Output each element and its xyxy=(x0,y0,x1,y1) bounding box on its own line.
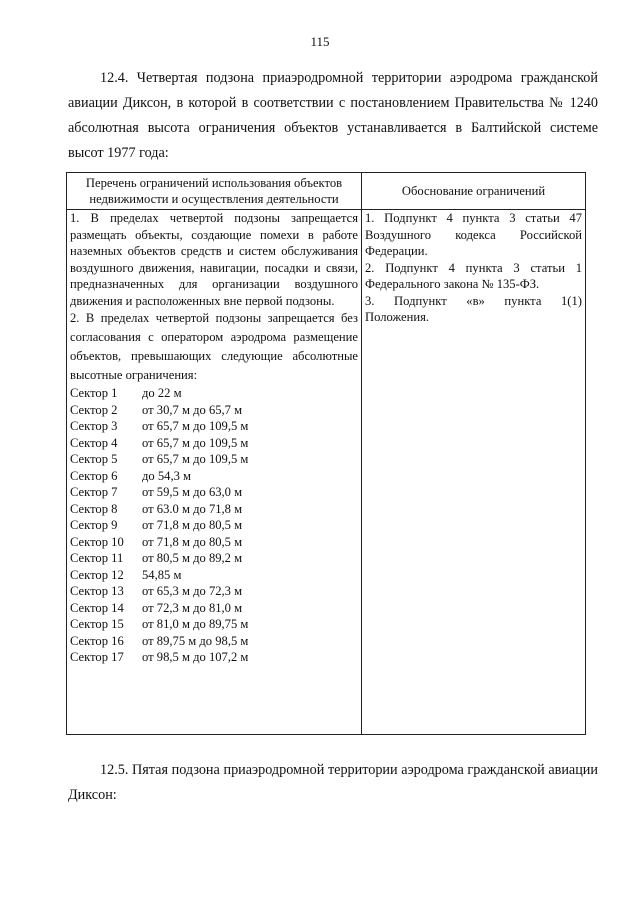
paragraph-12-4 xyxy=(68,66,598,166)
sector-row xyxy=(70,633,358,650)
sector-height-range: от 98,5 м до 107,2 м xyxy=(142,650,249,664)
sector-name: Сектор 2 xyxy=(70,402,118,417)
sector-row xyxy=(70,385,358,402)
sector-height-range: от 65,7 м до 109,5 м xyxy=(142,452,249,466)
table-row xyxy=(67,210,586,735)
paragraph-12-5 xyxy=(68,758,598,808)
sector-height-range: от 80,5 м до 89,2 м xyxy=(142,551,243,565)
sector-row xyxy=(70,501,358,518)
sector-height-range: от 71,8 м до 80,5 м xyxy=(142,518,243,532)
sector-name: Сектор 4 xyxy=(70,435,118,450)
restrictions-cell xyxy=(67,210,362,735)
paragraph-12-4-text: 12.4. Четвертая подзона приаэродромной территории аэродрома гражданской авиации Диксон, в которой в соответствии с постановлением Правительства № 1240 абсолютная высота ограничения объектов устанавливается в Балтийской системе высот 1977 года: xyxy=(68,70,598,161)
sector-height-range: от 89,75 м до 98,5 м xyxy=(142,633,249,648)
sector-row xyxy=(70,402,358,419)
restriction-item-1: 1. В пределах четвертой подзоны запрещается размещать объекты, создающие помехи в работе наземных объектов средств и систем обслуживания воздушного движения, навигации, посадки и связи, предназначенных для организации воздушного движения и расположенных вне первой подзоны. xyxy=(70,211,358,308)
sector-name: Сектор 17 xyxy=(70,650,124,664)
basis-item-1: 1. Подпункт 4 пункта 3 статьи 47 Воздушного кодекса Российской Федерации. xyxy=(365,211,582,258)
sector-height-range: от 72,3 м до 81,0 м xyxy=(142,600,243,615)
sector-name: Сектор 12 xyxy=(70,567,124,582)
basis-item-2: 2. Подпункт 4 пункта 3 статьи 1 Федерального закона № 135-ФЗ. xyxy=(365,260,582,291)
sector-name: Сектор 5 xyxy=(70,452,118,466)
sector-name: Сектор 14 xyxy=(70,600,124,615)
sector-name: Сектор 3 xyxy=(70,419,118,433)
sector-row xyxy=(70,583,358,600)
sector-height-range: от 59,5 м до 63,0 м xyxy=(142,485,243,499)
sector-row xyxy=(70,517,358,534)
sector-height-range: от 65,7 м до 109,5 м xyxy=(142,419,249,433)
sector-row xyxy=(70,451,358,468)
sector-height-range: до 22 м xyxy=(142,386,182,400)
restriction-item-2: 2. В пределах четвертой подзоны запрещается без согласования с оператором аэродрома размещение объектов, превышающих следующие абсолютные высотные ограничения: xyxy=(70,311,358,382)
sector-name: Сектор 16 xyxy=(70,633,124,648)
sector-name: Сектор 11 xyxy=(70,551,124,565)
sector-name: Сектор 8 xyxy=(70,501,118,516)
basis-item-3: 3. Подпункт «в» пункта 1(1) Положения. xyxy=(365,293,582,324)
sector-height-range: 54,85 м xyxy=(142,567,182,582)
sector-height-range: от 63.0 м до 71,8 м xyxy=(142,501,243,516)
sector-height-range: от 65,3 м до 72,3 м xyxy=(142,584,243,598)
header-justification: Обоснование ограничений xyxy=(362,173,586,210)
restrictions-table xyxy=(66,172,586,735)
sector-row xyxy=(70,600,358,617)
sector-name: Сектор 13 xyxy=(70,584,124,598)
sector-row xyxy=(70,468,358,485)
paragraph-12-5-text: 12.5. Пятая подзона приаэродромной территории аэродрома гражданской авиации Диксон: xyxy=(68,762,598,803)
sector-row xyxy=(70,484,358,501)
sector-name: Сектор 15 xyxy=(70,617,124,631)
sector-height-range: до 54,3 м xyxy=(142,468,192,483)
header-restrictions-list: Перечень ограничений использования объектов недвижимости и осуществления деятельности xyxy=(67,173,362,210)
sector-height-range: от 81,0 м до 89,75 м xyxy=(142,617,249,631)
sector-name: Сектор 9 xyxy=(70,518,118,532)
sector-row xyxy=(70,567,358,584)
sector-height-range: от 65,7 м до 109,5 м xyxy=(142,435,249,450)
sector-row xyxy=(70,435,358,452)
sector-row xyxy=(70,418,358,435)
justification-cell xyxy=(362,210,586,735)
sector-list xyxy=(70,385,358,666)
sector-name: Сектор 1 xyxy=(70,386,118,400)
sector-height-range: от 71,8 м до 80,5 м xyxy=(142,534,243,549)
sector-name: Сектор 10 xyxy=(70,534,124,549)
sector-name: Сектор 7 xyxy=(70,485,118,499)
sector-row xyxy=(70,649,358,666)
sector-row xyxy=(70,534,358,551)
sector-row xyxy=(70,550,358,567)
sector-height-range: от 30,7 м до 65,7 м xyxy=(142,402,243,417)
table-header-row xyxy=(67,173,586,210)
sector-row xyxy=(70,616,358,633)
sector-name: Сектор 6 xyxy=(70,468,118,483)
page-number: 115 xyxy=(310,34,330,49)
